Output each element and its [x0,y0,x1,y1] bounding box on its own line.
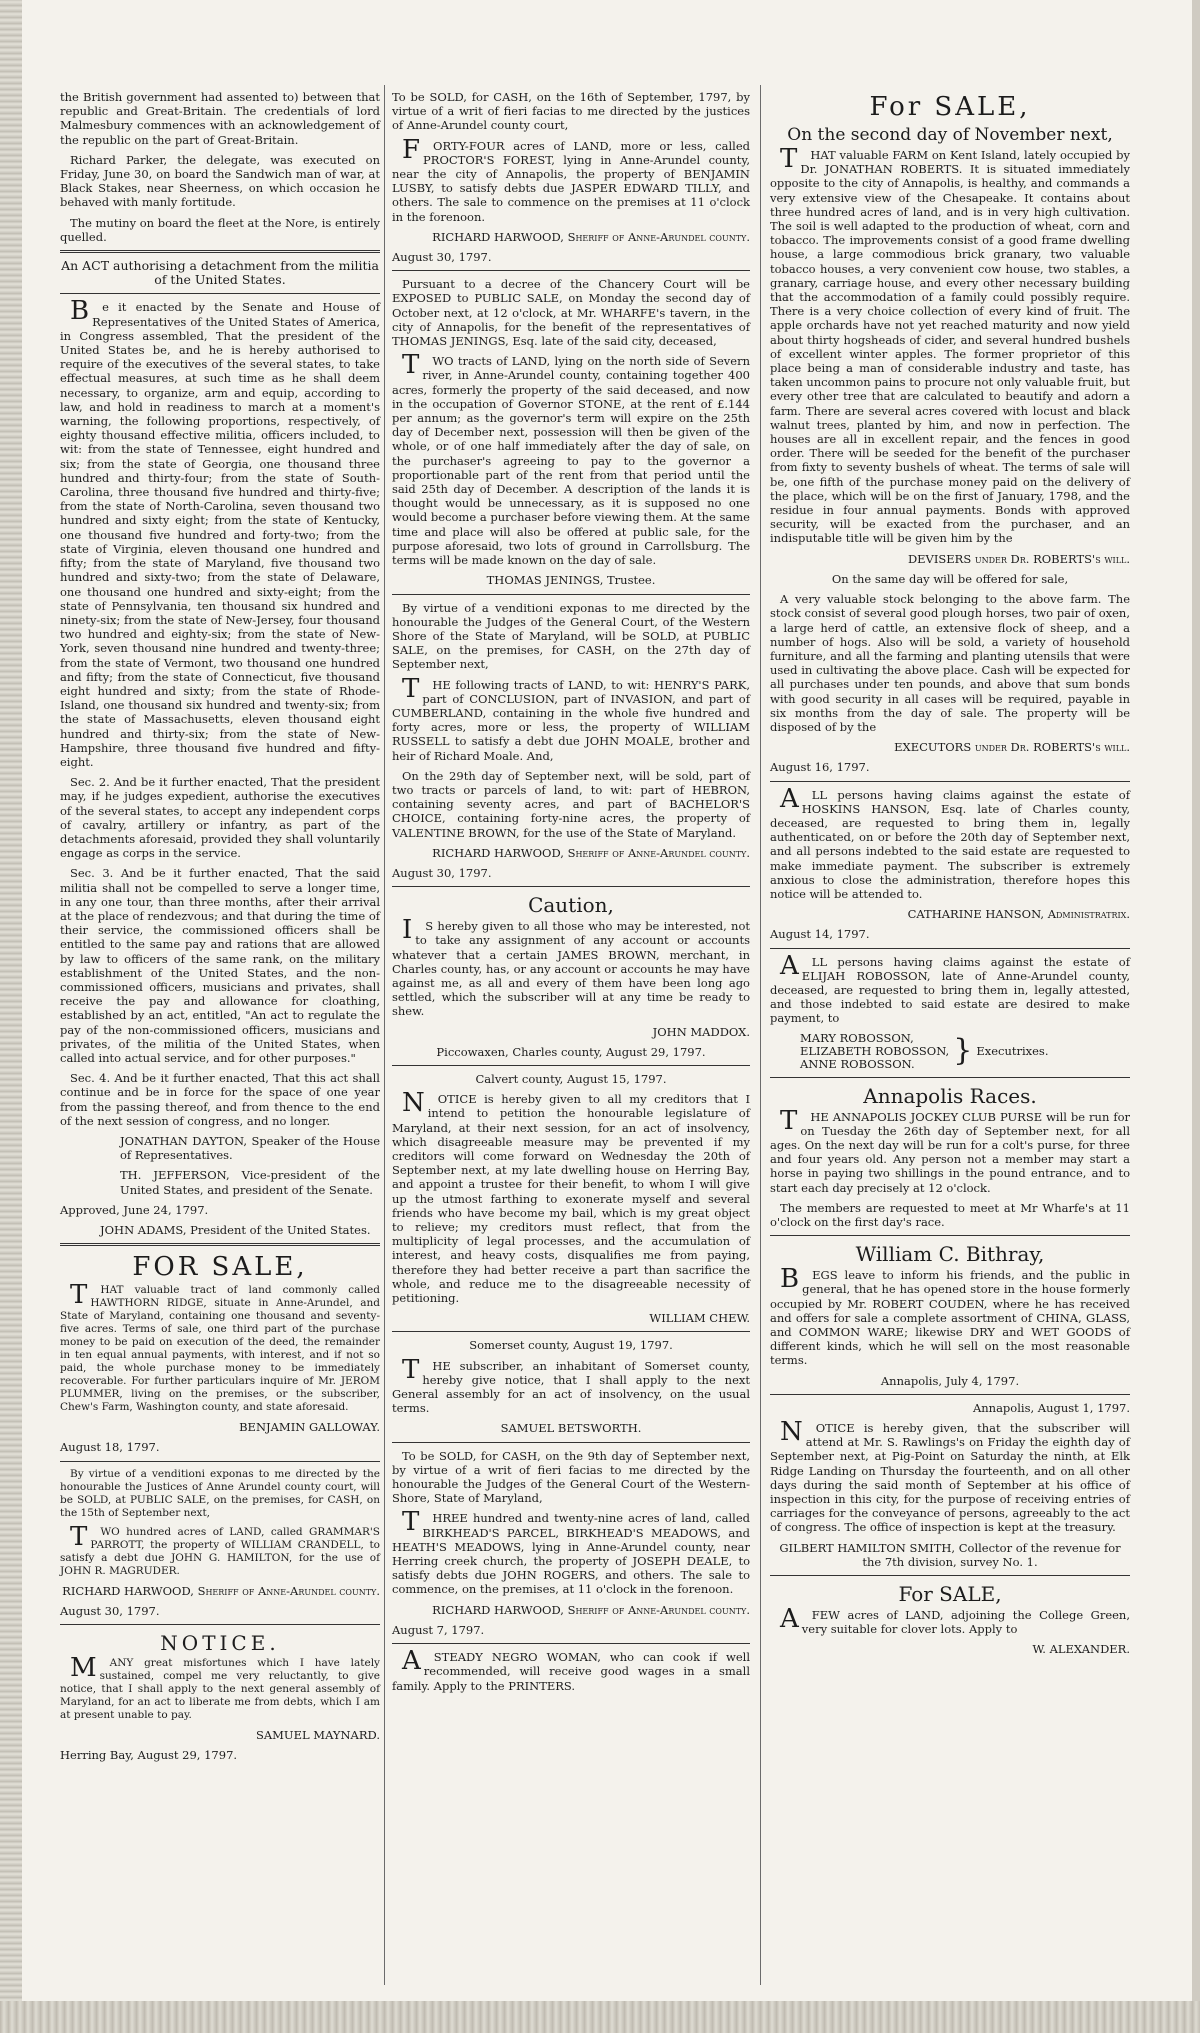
signature: CATHARINE HANSON, Administratrix. [907,907,1130,922]
approval-date: Approved, June 24, 1797. [60,1202,209,1217]
column-right [770,90,1130,1663]
scan-bottom-edge [0,2001,1200,2033]
ad-body: IS hereby given to all those who may be interested, not to take any assignment of any account or accounts whatever that a certain JAMES BROWN, merchant, in Charles county, has, or any account or accounts he may have against me, as all and every of them have been long ago settled, which the subscriber will at any time be ready to shew. [392,915,750,1019]
scan-left-edge [0,0,22,2033]
scan-right-edge [1192,0,1200,2033]
divider [60,1624,380,1625]
signature: JONATHAN DAYTON, Speaker of the House of Representatives. [120,1134,380,1163]
signature: RICHARD HARWOOD, Sheriff of Anne-Arundel county. [432,1602,750,1617]
executrix-names [770,1032,949,1071]
signature: THOMAS JENINGS, Trustee. [486,573,656,588]
divider [770,1575,1130,1576]
act-section: Sec. 4. And be it further enacted, That this act shall continue and be in force for the space of one year from the passing thereof, and from thence to the end of the next session of congress, and no longer. [60,1071,380,1128]
ad-body: THREE hundred and twenty-nine acres of land, called BIRKHEAD'S PARCEL, BIRKHEAD'S MEADOWS, and HEATH'S MEADOWS, lying in Anne-Arundel county, near Herring creek church, the property of JOSEPH DEALE, to satisfy debts due JOHN ROGERS, and others. The sale to commence, on the premises, at 11 o'clock in the forenoon. [392,1507,750,1597]
ad-date: Somerset county, August 19, 1797. [469,1338,673,1353]
signature: W. ALEXANDER. [1032,1642,1130,1657]
act-section: Sec. 3. And be it further enacted, That the said militia shall not be compelled to serve a longer time, in any one tour, than three months, after their arrival at the place of rendezvous; and that during the time of their service, the commissioned officers shall be entitled to the same pay and rations that are allowed by law to officers of the same rank, on the military establishment of the United States, and the non-commissioned officers, musicians and privates, shall receive the pay and allowance for cloathing, established by an act, entitled, "An act to regulate the pay of the non-commissioned officers, musicians and privates, of the militia of the United States, when called into actual service, and for other purposes." [60,866,380,1065]
ad-date: August 30, 1797. [392,250,492,265]
divider [770,1394,1130,1395]
signature: WILLIAM CHEW. [649,1311,750,1326]
divider [392,270,750,271]
divider [392,1442,750,1443]
ad-date: August 7, 1797. [392,1622,485,1637]
ad-body: ALL persons having claims against the estate of ELIJAH ROBOSSON, late of Anne-Arundel county, deceased, are requested to bring them in, legally attested, and those indebted to said estate are desired to make payment, to [770,950,1130,1026]
ad-body: To be SOLD, for CASH, on the 16th of September, 1797, by virtue of a writ of fieri facias to me directed by the justices of Anne-Arundel county court, [392,90,750,133]
ad-body: MANY great misfortunes which I have lately sustained, compel me very reluctantly, to give notice, that I shall apply to the next general assembly of Maryland, for an act to liberate me from debts, which I am at present unable to pay. [60,1653,380,1722]
divider [770,948,1130,949]
ad-body: On the same day will be offered for sale, [831,571,1069,586]
ad-date: Annapolis, August 1, 1797. [972,1400,1130,1415]
ad-date: August 16, 1797. [770,760,870,775]
act-title: An ACT authorising a detachment from the militia of the United States. [61,258,379,288]
column-left [60,90,380,1768]
ad-headline: Annapolis Races. [863,1083,1037,1108]
executrix-block [770,1032,1130,1071]
divider [60,250,380,253]
ad-body: Pursuant to a decree of the Chancery Court will be EXPOSED to PUBLIC SALE, on Monday the second day of October next, at 12 o'clock, at Mr. WHARFE's tavern, in the city of Annapolis, for the benefit of the representatives of THOMAS JENINGS, Esq. late of the said city, deceased, [392,277,750,349]
ad-body: FORTY-FOUR acres of LAND, more or less, called PROCTOR'S FOREST, lying in Anne-Arundel county, near the city of Annapolis, the property of BENJAMIN LUSBY, to satisfy debts due JASPER EDWARD TILLY, and others. The sale to commence on the premises at 11 o'clock in the forenoon. [392,134,750,224]
ad-body: ASTEADY NEGRO WOMAN, who can cook if well recommended, will receive good wages in a small family. Apply to the PRINTERS. [392,1646,750,1693]
executrix-name: MARY ROBOSSON, [800,1030,914,1045]
brace-glyph: } [953,1033,973,1069]
divider [60,293,380,294]
news-paragraph: The mutiny on board the fleet at the Nore, is entirely quelled. [60,215,380,244]
divider [60,1461,380,1462]
ad-body: A very valuable stock belonging to the above farm. The stock consist of several good plough horses, two pair of oxen, a large herd of cattle, an extensive flock of sheep, and a number of hogs. Also will be sold, a variety of household furniture, and all the farming and planting utensils that were used in cultivating the above place. Cash will be expected for all purchases under ten pounds, and above that sum bonds with good security in all cases will be required, payable in six months from the day of sale. The property will be disposed of by the [770,592,1130,734]
ad-date: August 30, 1797. [60,1603,160,1618]
divider [60,1243,380,1246]
column-rule [384,85,385,1985]
ad-date: Herring Bay, August 29, 1797. [60,1748,238,1763]
divider [392,1643,750,1644]
ad-date: August 30, 1797. [392,865,492,880]
divider [770,1235,1130,1236]
executrix-name: ELIZABETH ROBOSSON, [800,1043,950,1058]
ad-body: To be SOLD, for CASH, on the 9th day of September next, by virtue of a writ of fieri facias to me directed by the honourable the Judges of the General Court of the Western-Shore, State of Maryland, [392,1448,750,1506]
ad-date: August 14, 1797. [770,927,870,942]
ad-body: NOTICE is hereby given, that the subscriber will attend at Mr. S. Rawlings's on Friday the eighth day of September next, at Pig-Point on Saturday the ninth, at Elk Ridge Landing on Thursday the fourteenth, and on all other days during the said month of September at his office of inspection in this city, for the purpose of receiving entries of carriages for the conveyance of persons, agreeably to the act of congress. The office of inspection is kept at the treasury. [770,1417,1130,1535]
ad-body: THE following tracts of LAND, to wit: HENRY'S PARK, part of CONCLUSION, part of INVASION, and part of CUMBERLAND, containing in the whole five hundred and forty acres, more or less, the property of WILLIAM RUSSELL to satisfy a debt due JOHN MOALE, brother and heir of Richard Moale. And, [392,673,750,763]
ad-body: THAT valuable tract of land commonly called HAWTHORN RIDGE, situate in Anne-Arundel, and State of Maryland, containing one thousand and seventy-five acres. Terms of sale, one third part of the purchase money to be paid on execution of the deed, the remainder in ten equal annual payments, with interest, and if not so paid, the whole purchase money to be immediately recoverable. For further particulars inquire of Mr. JEROM PLUMMER, living on the premises, or the subscriber, Chew's Farm, Washington county, and state aforesaid. [60,1280,380,1414]
ad-headline: William C. Bithray, [855,1242,1045,1267]
signature: DEVISERS under Dr. ROBERTS's will. [907,551,1130,566]
ad-body: AFEW acres of LAND, adjoining the College Green, very suitable for clover lots. Apply to [780,1604,1130,1637]
act-section: Sec. 2. And be it further enacted, That the president may, if he judges expedient, authorise the executives of the several states, to accept any independent corps of cavalry, artillery or infantry, as part of the detachments aforesaid, provided they shall voluntarily engage as corps in the service. [60,775,380,861]
ad-date: Calvert county, August 15, 1797. [475,1071,667,1086]
ad-body: THE ANNAPOLIS JOCKEY CLUB PURSE will be run for on Tuesday the 26th day of September next, for all ages. On the next day will be run for a colt's purse, for three and four years old. Any person not a member may start a horse in paying two shillings in the pound entrance, and to start each day precisely at 12 o'clock. [770,1105,1130,1195]
ad-body: By virtue of a venditioni exponas to me directed by the honourable the Judges of the General Court, of the Western Shore of the State of Maryland, will be SOLD, at PUBLIC SALE, on the premises, for CASH, on the 27th day of September next, [392,600,750,672]
signature: JOHN MADDOX. [652,1024,750,1039]
divider [392,1065,750,1066]
signature: GILBERT HAMILTON SMITH, Collector of the revenue for the 7th division, survey No. 1. [779,1540,1121,1569]
ad-body: BEGS leave to inform his friends, and the public in general, that he has opened store in the house formerly occupied by Mr. ROBERT COUDEN, where he has received and offers for sale a complete assortment of CHINA, GLASS, and COMMON WARE; likewise DRY and WET GOODS of different kinds, which he will sell on the most reasonable terms. [770,1264,1130,1368]
signature: SAMUEL MAYNARD. [255,1728,380,1743]
signature: RICHARD HARWOOD, Sheriff of Anne-Arundel county. [432,229,750,244]
signature: EXECUTORS under Dr. ROBERTS's will. [894,740,1130,755]
ad-body: TWO tracts of LAND, lying on the north side of Severn river, in Anne-Arundel county, containing together 400 acres, formerly the property of the said deceased, and now in the occupation of Governor STONE, at the rent of £.144 per annum; as the governor's term will expire on the 25th day of December next, possession will then be given of the whole, or of one half immediately after the day of sale, on the purchaser's agreeing to pay to the governor a proportionable part of the rent from that period until the said 25th day of December. A description of the lands it is thought would be unnecessary, as it is supposed no one would become a purchaser before viewing them. At the same time and place will also be offered at public sale, for the purpose aforesaid, two lots of ground in Carrollsburg. The terms will be made known on the day of sale. [392,350,750,568]
signature: JOHN ADAMS, President of the United States. [100,1223,371,1238]
ad-date: Annapolis, July 4, 1797. [880,1373,1020,1388]
ad-body: ALL persons having claims against the estate of HOSKINS HANSON, Esq. late of Charles county, deceased, are requested to bring them in, legally authenticated, on or before the 20th day of September next, and all persons indebted to the said estate are requested to make immediate payment. The subscriber is extremely anxious to close the administration, therefore hopes this notice will be attended to. [770,783,1130,901]
ad-headline: For SALE, [869,92,1031,122]
ad-date: August 18, 1797. [60,1440,160,1455]
column-middle [392,90,750,1699]
signature: BENJAMIN GALLOWAY. [239,1420,380,1435]
divider [392,1331,750,1332]
ad-subheadline: On the second day of November next, [787,125,1113,145]
divider [770,1077,1130,1078]
signature: SAMUEL BETSWORTH. [500,1421,642,1436]
column-rule [760,85,761,1985]
ad-date: Piccowaxen, Charles county, August 29, 1797. [436,1044,706,1059]
signature: TH. JEFFERSON, Vice-president of the United States, and president of the Senate. [120,1168,380,1197]
divider [392,594,750,595]
ad-body: THAT valuable FARM on Kent Island, lately occupied by Dr. JONATHAN ROBERTS. It is situated immediately opposite to the city of Annapolis, is healthy, and commands a very extensive view of the Chesapeake. It contains about three hundred acres of land, and is in very high cultivation. The soil is well adapted to the production of wheat, corn and tobacco. The improvements consist of a good frame dwelling house, a large commodious brick granary, two valuable tobacco houses, a very convenient cow house, two stables, a granary, carriage house, and every other necessary building that the accommodation of a family could possibly require. There is a very choice collection of every kind of fruit. The apple orchards have not yet reached maturity and now yield about thirty hogsheads of cider, and several hundred bushels of excellent winter apples. The former proprietor of this place being a man of considerable industry and taste, has taken uncommon pains to procure not only valuable fruit, but every other tree that are calculated to beautify and adorn a farm. There are several acres covered with locust and black walnut trees, planted by him, and now in perfection. The houses are all in excellent repair, and the fences in good order. There will be seeded for the benefit of the purchaser from fixty to seventy bushels of wheat. The terms of sale will be, one fifth of the purchase money paid on the delivery of the place, which will be on the first of January, 1798, and the residue in four annual payments. Bonds with approved security, will be exacted from the purchaser, and an indisputable title will be given him by the [770,144,1130,546]
ad-body: NOTICE is hereby given to all my creditors that I intend to petition the honourable legislature of Maryland, at their next session, for an act of insolvency, which disagreeable measure may be prevented if my creditors will come forward on Wednesday the 20th of September next, at my late dwelling house on Herring Bay, and appoint a trustee for their benefit, to whom I will give up the utmost farthing to exonerate myself and several friends who have become my bail, which is my great object to relieve; my creditors must reflect, that from the multiplicity of legal processes, and the accumulation of interest, and heavy costs, disqualifies me from paying, therefore they had better receive a part than sacrifice the whole, and reduce me to the disagreeable necessity of petitioning. [392,1088,750,1306]
act-section: Be it enacted by the Senate and House of Representatives of the United States of America, in Congress assembled, That the president of the United States be, and he is hereby authorised to require of the executives of the several states, to take effectual measures, at such time as he shall deem necessary, to organize, arm and equip, according to law, and hold in readiness to march at a moment's warning, the following proportions, respectively, of eighty thousand effective militia, officers included, to wit: from the state of Tennessee, eight hundred and six; from the state of Georgia, one thousand three hundred and thirty-four; from the state of South-Carolina, three thousand five hundred and thirty-five; from the state of North-Carolina, seven thousand two hundred and sixty eight; from the state of Kentucky, one thousand five hundred and forty-two; from the state of Virginia, eleven thousand one hundred and fifty; from the state of Maryland, five thousand two hundred and sixty-two; from the state of Delaware, one thousand one hundred and sixty-eight; from the state of Pennsylvania, ten thousand six hundred and ninety-six; from the state of New-Jersey, four thousand two hundred and eighty-six; from the state of New-York, seven thousand nine hundred and twenty-three; from the state of Vermont, two thousand one hundred and fifty; from the state of Connecticut, five thousand eight hundred and sixty; from the state of Rhode-Island, one thousand six hundred and twenty-six; from the state of Massachusetts, eleven thousand eight hundred and thirty-six; from the state of New-Hampshire, three thousand five hundred and fifty-eight. [60,296,380,769]
ad-body: THE subscriber, an inhabitant of Somerset county, hereby give notice, that I shall apply to the next General assembly for an act of insolvency, on the usual terms. [392,1354,750,1416]
news-paragraph: the British government had assented to) between that republic and Great-Britain. The credentials of lord Malmesbury commences with an acknowledgement of the republic on the part of Great-Britain. [60,90,380,147]
ad-body: The members are requested to meet at Mr Wharfe's at 11 o'clock on the first day's race. [770,1200,1130,1229]
divider [392,886,750,887]
ad-body: By virtue of a venditioni exponas to me directed by the honourable the Justices of Anne Arundel county court, will be SOLD, at PUBLIC SALE, on the premises, for CASH, on the 15th of September next, [60,1467,380,1519]
ad-body: TWO hundred acres of LAND, called GRAMMAR'S PARROTT, the property of WILLIAM CRANDELL, to satisfy a debt due JOHN G. HAMILTON, for the use of JOHN R. MAGRUDER. [60,1521,380,1577]
ad-headline: NOTICE. [160,1631,280,1656]
ad-body: On the 29th day of September next, will be sold, part of two tracts or parcels of land, to wit: part of HEBRON, containing seventy acres, and part of BACHELOR'S CHOICE, containing forty-nine acres, the property of VALENTINE BROWN, for the use of the State of Maryland. [392,768,750,840]
signature: RICHARD HARWOOD, Sheriff of Anne-Arundel county. [62,1583,380,1598]
signature: RICHARD HARWOOD, Sheriff of Anne-Arundel county. [432,845,750,860]
ad-headline: FOR SALE, [132,1252,308,1283]
divider [770,781,1130,782]
news-paragraph: Richard Parker, the delegate, was executed on Friday, June 30, on board the Sandwich man of war, at Black Stakes, near Sheerness, on which occasion he behaved with manly fortitude. [60,152,380,210]
ad-headline: Caution, [528,893,614,918]
executrix-name: ANNE ROBOSSON. [800,1056,915,1071]
ad-headline: For SALE, [898,1582,1002,1607]
executrix-role: Executrixes. [976,1043,1049,1058]
